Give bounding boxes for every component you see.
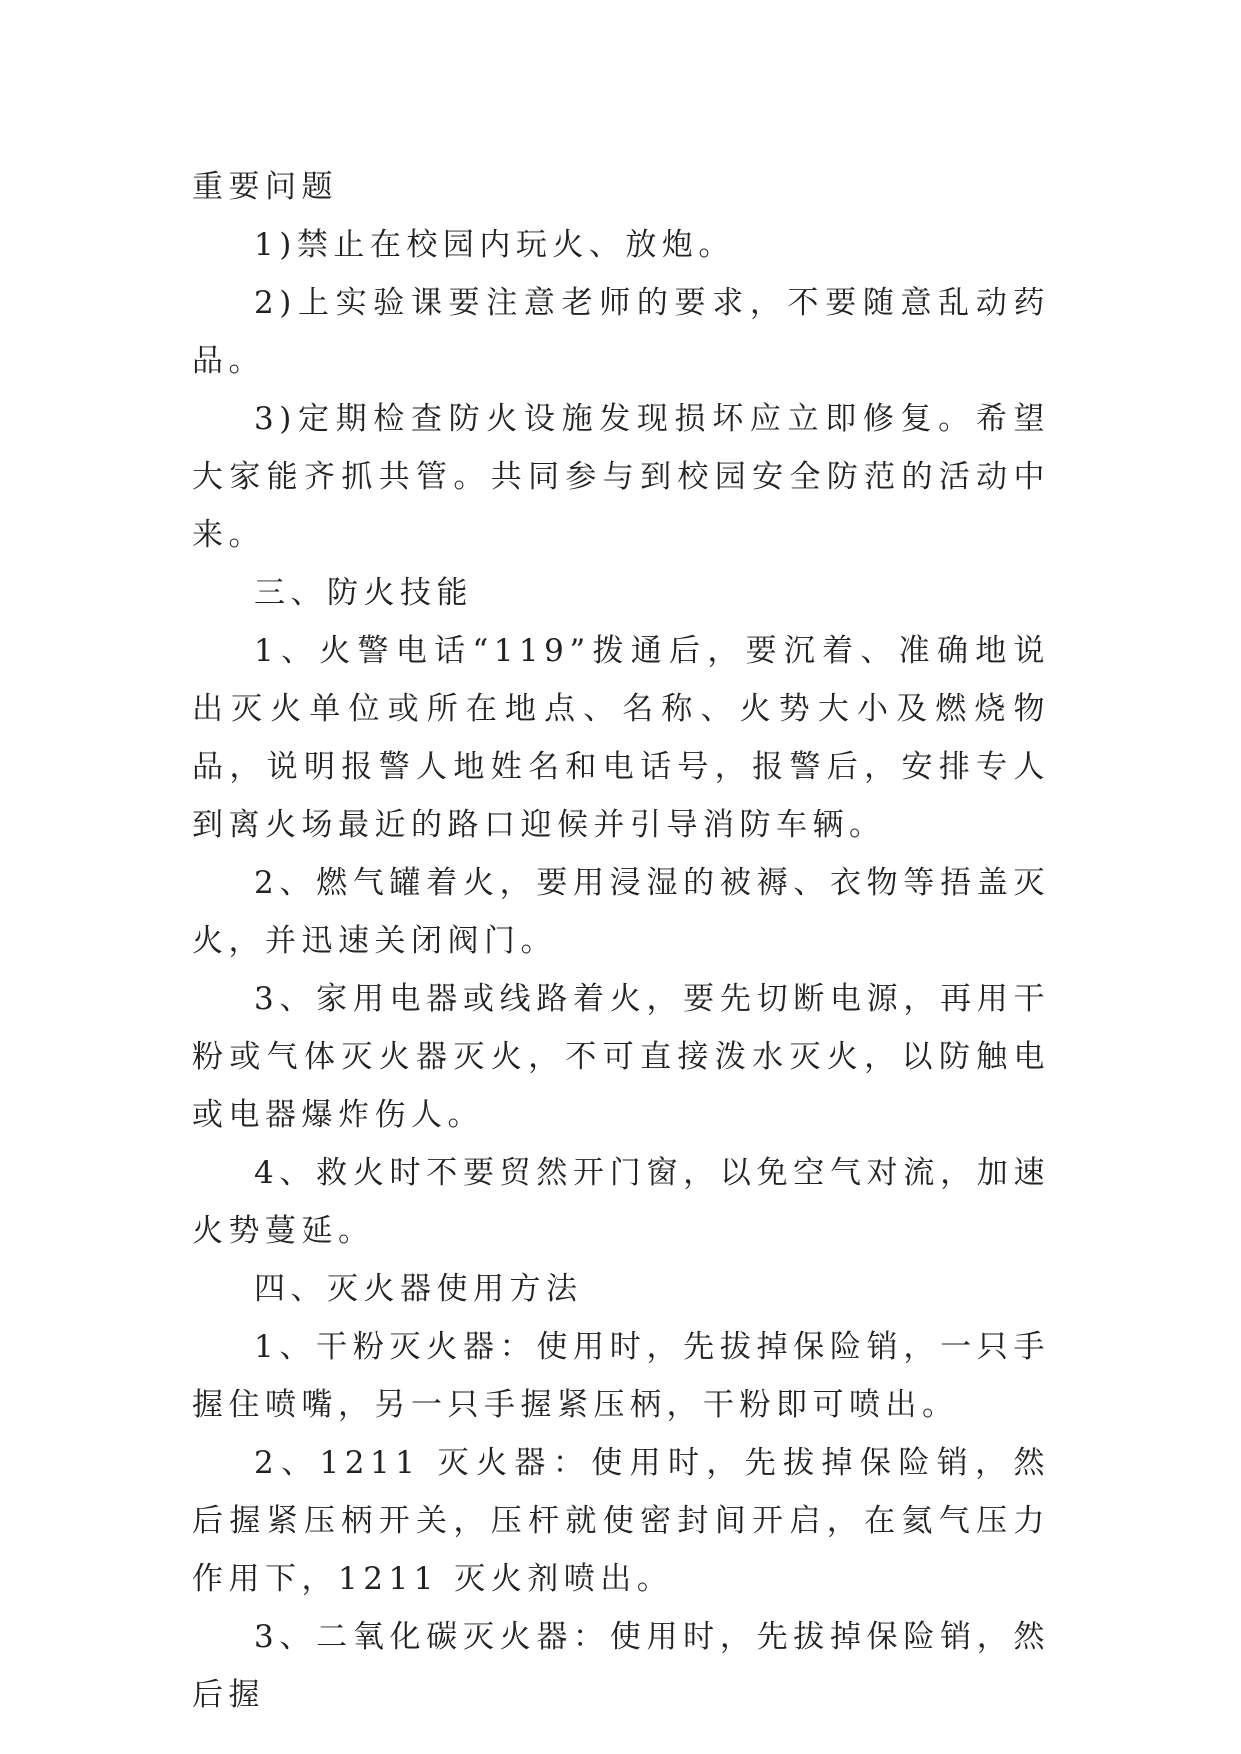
paragraph-skill-4: 4、救火时不要贸然开门窗，以免空气对流，加速火势蔓延。 [192, 1155, 1050, 1249]
paragraph-skill-3: 3、家用电器或线路着火，要先切断电源，再用干粉或气体灭火器灭火，不可直接泼水灭火，以防触电或电器爆炸伤人。 [192, 981, 1050, 1133]
paragraph-rule-1: 1)禁止在校园内玩火、放炮。 [254, 227, 735, 263]
section-heading-fire-skills: 三、防火技能 [254, 575, 473, 611]
paragraph-extinguisher-2: 2、1211 灭火器：使用时，先拔掉保险销，然后握紧压柄开关，压杆就使密封间开启，在氦气压力作用下，1211 灭火剂喷出。 [192, 1445, 1050, 1597]
paragraph-heading-continuation: 重要问题 [192, 169, 338, 205]
paragraph-extinguisher-1: 1、干粉灭火器：使用时，先拔掉保险销，一只手握住喷嘴，另一只手握紧压柄，干粉即可喷出。 [192, 1329, 1050, 1423]
paragraph-skill-2: 2、燃气罐着火，要用浸湿的被褥、衣物等捂盖灭火，并迅速关闭阀门。 [192, 865, 1050, 959]
document-page [192, 158, 1050, 1724]
paragraph-skill-1: 1、火警电话“119”拨通后，要沉着、准确地说出灭火单位或所在地点、名称、火势大小及燃烧物品，说明报警人地姓名和电话号，报警后，安排专人到离火场最近的路口迎候并引导消防车辆。 [192, 633, 1050, 843]
paragraph-extinguisher-3: 3、二氧化碳灭火器：使用时，先拔掉保险销，然后握 [192, 1619, 1050, 1713]
paragraph-rule-3: 3)定期检查防火设施发现损坏应立即修复。希望大家能齐抓共管。共同参与到校园安全防范的活动中来。 [192, 401, 1050, 553]
section-heading-extinguisher-usage: 四、灭火器使用方法 [254, 1271, 583, 1307]
paragraph-rule-2: 2)上实验课要注意老师的要求，不要随意乱动药品。 [192, 285, 1050, 379]
